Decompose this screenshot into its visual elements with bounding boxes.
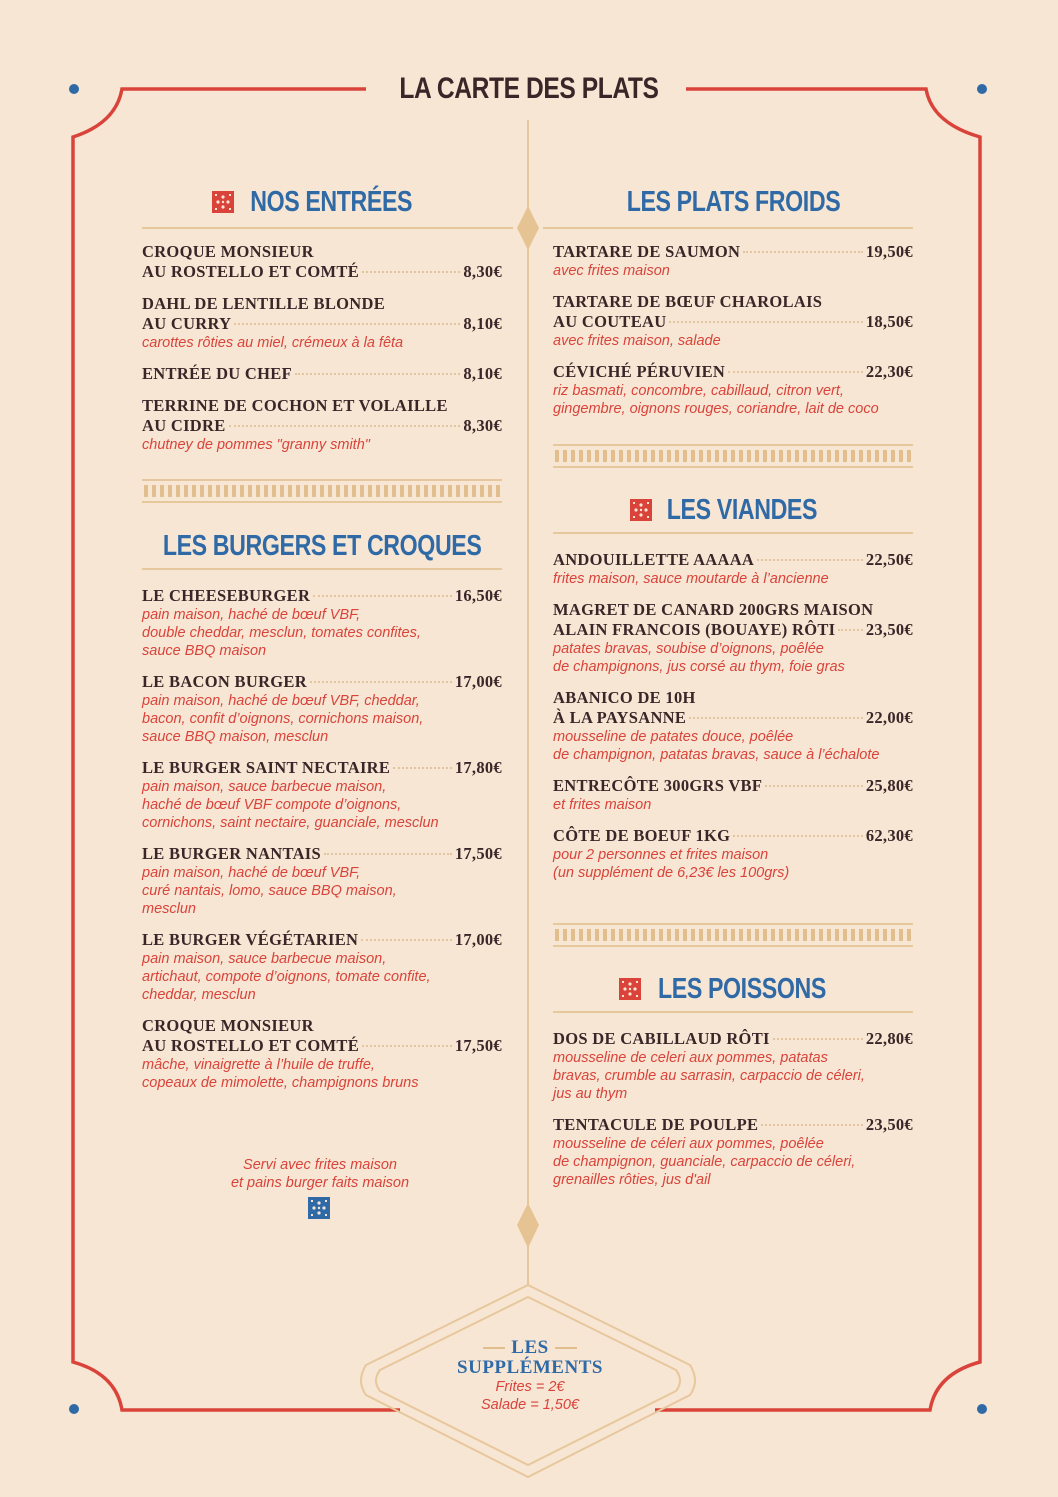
menu-item	[142, 844, 502, 918]
menu-item	[142, 758, 502, 832]
section-header	[142, 180, 502, 224]
item-name: CÉVICHÉ PÉRUVIEN	[553, 362, 726, 381]
item-description: bacon, confit d’oignons, cornichons maison,	[142, 711, 424, 727]
item-price: 17,50€	[454, 844, 502, 863]
item-description: pain maison, haché de bœuf VBF,	[142, 607, 361, 623]
item-description: mousseline de celeri aux pommes, patatas	[553, 1050, 828, 1066]
ornamental-band	[553, 923, 913, 947]
menu-item	[553, 362, 913, 418]
item-price: 22,30€	[865, 362, 913, 381]
item-price: 8,10€	[463, 364, 502, 383]
item-name-line1: MAGRET DE CANARD 200GRS MAISON	[553, 600, 874, 619]
item-price: 62,30€	[865, 826, 913, 845]
supplements-title-line1	[420, 1338, 640, 1358]
burgers-items	[142, 580, 502, 1092]
item-description: sauce BBQ maison	[142, 643, 267, 659]
menu-item	[553, 1115, 913, 1189]
item-name: LE BURGER VÉGÉTARIEN	[142, 930, 359, 949]
dot-leader	[361, 939, 452, 941]
item-name: ALAIN FRANCOIS (BOUAYE) RÔTI	[553, 620, 836, 639]
item-price: 18,50€	[865, 312, 913, 331]
section-title: LES VIANDES	[666, 493, 818, 526]
item-name: LE BURGER NANTAIS	[142, 844, 321, 863]
item-description: jus au thym	[553, 1086, 628, 1102]
dot-leader	[313, 595, 452, 597]
dot-leader	[728, 371, 863, 373]
item-price: 17,80€	[454, 758, 502, 777]
menu-item	[142, 242, 502, 282]
item-description: pain maison, sauce barbecue maison,	[142, 779, 387, 795]
dot-leader	[324, 853, 452, 855]
item-description: mâche, vinaigrette à l’huile de truffe,	[142, 1057, 375, 1073]
section-plats-froids	[553, 180, 913, 234]
dot-leader	[773, 1038, 863, 1040]
menu-item	[553, 688, 913, 764]
item-description: patates bravas, soubise d’oignons, poêlée	[553, 641, 824, 657]
item-name: AU CIDRE	[142, 416, 226, 435]
item-description: curé nantais, lomo, sauce BBQ maison,	[142, 883, 397, 899]
section-title: LES PLATS FROIDS	[626, 185, 840, 218]
supplement-line: Salade = 1,50€	[481, 1397, 579, 1413]
item-description: de champignons, jus corsé au thym, foie gras	[553, 659, 845, 675]
item-name: TARTARE DE SAUMON	[553, 242, 741, 261]
item-description: riz basmati, concombre, cabillaud, citron vert,	[553, 383, 844, 399]
menu-item	[142, 1016, 502, 1092]
item-price: 22,80€	[865, 1029, 913, 1048]
supplements-title-line2: SUPPLÉMENTS	[457, 1357, 603, 1378]
dot-leader	[733, 835, 863, 837]
page-title: LA CARTE DES PLATS	[399, 72, 659, 105]
menu-item	[142, 364, 502, 384]
item-name-line1: TARTARE DE BŒUF CHAROLAIS	[553, 292, 823, 311]
plats-froids-items	[553, 242, 913, 430]
item-price: 17,00€	[454, 672, 502, 691]
item-description: carottes rôties au miel, crémeux à la fêta	[142, 335, 404, 351]
section-header	[142, 524, 502, 570]
section-viandes	[553, 488, 913, 894]
item-description: pain maison, sauce barbecue maison,	[142, 951, 387, 967]
tile-flower-icon	[630, 499, 652, 521]
item-name: À LA PAYSANNE	[553, 708, 687, 727]
menu-item	[142, 586, 502, 660]
item-description: cornichons, saint nectaire, guanciale, mesclun	[142, 815, 439, 831]
menu-item	[553, 550, 913, 588]
section-header	[553, 488, 913, 534]
section-title: LES BURGERS ET CROQUES	[162, 529, 482, 562]
item-description: de champignon, patatas bravas, sauce à l’échalote	[553, 747, 880, 763]
item-description: pain maison, haché de bœuf VBF,	[142, 865, 361, 881]
menu-item	[142, 930, 502, 1004]
item-name-line1: CROQUE MONSIEUR	[142, 1016, 314, 1035]
dot-leader	[765, 785, 863, 787]
dot-leader	[743, 251, 863, 253]
dot-leader	[295, 373, 460, 375]
item-description: pain maison, haché de bœuf VBF, cheddar,	[142, 693, 420, 709]
item-description: mousseline de patates douce, poêlée	[553, 729, 794, 745]
supplements-title: LES	[511, 1337, 549, 1358]
section-title: NOS ENTRÉES	[250, 185, 412, 218]
item-price: 8,30€	[463, 262, 502, 281]
item-price: 22,00€	[865, 708, 913, 727]
item-price: 17,00€	[454, 930, 502, 949]
supplements-box	[420, 1338, 640, 1414]
menu-item	[142, 672, 502, 746]
item-name: AU ROSTELLO ET COMTÉ	[142, 262, 360, 281]
dot-leader	[757, 559, 863, 561]
item-name: LE BACON BURGER	[142, 672, 307, 691]
dot-leader	[310, 681, 452, 683]
item-price: 23,50€	[865, 1115, 913, 1134]
item-name: AU ROSTELLO ET COMTÉ	[142, 1036, 360, 1055]
item-name: LE BURGER SAINT NECTAIRE	[142, 758, 391, 777]
item-price: 8,30€	[463, 416, 502, 435]
tile-flower-icon	[619, 978, 641, 1000]
item-description: grenailles rôties, jus d'ail	[553, 1172, 711, 1188]
menu-item	[553, 242, 913, 280]
item-price: 25,80€	[865, 776, 913, 795]
item-price: 23,50€	[865, 620, 913, 639]
item-name: ENTRECÔTE 300GRS VBF	[553, 776, 763, 795]
item-name-line1: ABANICO DE 10H	[553, 688, 696, 707]
poissons-items	[553, 1023, 913, 1189]
item-description: sauce BBQ maison, mesclun	[142, 729, 329, 745]
item-name: AU COUTEAU	[553, 312, 667, 331]
dot-leader	[393, 767, 452, 769]
item-name: ANDOUILLETTE AAAAA	[553, 550, 755, 569]
menu-item	[553, 776, 913, 814]
item-name: CÔTE DE BOEUF 1KG	[553, 826, 731, 845]
menu-item	[142, 294, 502, 352]
dot-leader	[234, 323, 460, 325]
menu-item	[553, 1029, 913, 1103]
item-name: TENTACULE DE POULPE	[553, 1115, 759, 1134]
item-price: 16,50€	[454, 586, 502, 605]
ornamental-band	[553, 444, 913, 468]
section-title: LES POISSONS	[658, 972, 826, 1005]
item-name: LE CHEESEBURGER	[142, 586, 311, 605]
note-line: et pains burger faits maison	[230, 1175, 410, 1191]
item-description: double cheddar, mesclun, tomates confites,	[142, 625, 421, 641]
viandes-items	[553, 544, 913, 882]
item-description: (un supplément de 6,23€ les 100grs)	[553, 865, 790, 881]
menu-item	[553, 292, 913, 350]
dot-leader	[229, 425, 461, 427]
dot-leader	[362, 1045, 452, 1047]
section-burgers	[142, 524, 502, 1104]
tile-flower-icon	[212, 191, 234, 213]
item-price: 8,10€	[463, 314, 502, 333]
item-name-line1: CROQUE MONSIEUR	[142, 242, 314, 261]
item-name: DOS DE CABILLAUD RÔTI	[553, 1029, 770, 1048]
item-description: haché de bœuf VBF compote d’oignons,	[142, 797, 402, 813]
item-description: copeaux de mimolette, champignons bruns	[142, 1075, 419, 1091]
burgers-note	[142, 1156, 498, 1192]
item-name-line1: TERRINE DE COCHON ET VOLAILLE	[142, 396, 448, 415]
item-description: avec frites maison, salade	[553, 333, 721, 349]
dot-leader	[689, 717, 863, 719]
entrees-items	[142, 242, 502, 466]
item-name: ENTRÉE DU CHEF	[142, 364, 292, 383]
item-description: gingembre, oignons rouges, coriandre, lait de coco	[553, 401, 879, 417]
dot-leader	[838, 629, 862, 631]
item-description: chutney de pommes "granny smith"	[142, 437, 370, 453]
item-description: cheddar, mesclun	[142, 987, 256, 1003]
item-description: frites maison, sauce moutarde à l’ancienne	[553, 571, 829, 587]
ornamental-band	[142, 479, 502, 503]
item-description: mesclun	[142, 901, 196, 917]
dot-leader	[362, 271, 460, 273]
item-description: mousseline de céleri aux pommes, poêlée	[553, 1136, 824, 1152]
item-description: avec frites maison	[553, 263, 670, 279]
dot-leader	[761, 1124, 863, 1126]
section-header	[553, 180, 913, 224]
item-description: artichaut, compote d’oignons, tomate confite,	[142, 969, 431, 985]
item-description: bravas, crumble au sarrasin, carpaccio de céleri,	[553, 1068, 865, 1084]
item-price: 19,50€	[865, 242, 913, 261]
item-name-line1: DAHL DE LENTILLE BLONDE	[142, 294, 386, 313]
item-price: 22,50€	[865, 550, 913, 569]
item-description: et frites maison	[553, 797, 652, 813]
section-poissons	[553, 967, 913, 1201]
item-description: pour 2 personnes et frites maison	[553, 847, 769, 863]
item-description: de champignon, guanciale, carpaccio de céleri,	[553, 1154, 856, 1170]
supplement-line: Frites = 2€	[495, 1379, 565, 1395]
menu-item	[553, 826, 913, 882]
tile-flower-icon	[308, 1197, 330, 1219]
note-line: Servi avec frites maison	[243, 1157, 397, 1173]
dot-leader	[669, 321, 862, 323]
menu-item	[142, 396, 502, 454]
item-name: AU CURRY	[142, 314, 232, 333]
item-price: 17,50€	[454, 1036, 502, 1055]
section-header	[553, 967, 913, 1013]
menu-item	[553, 600, 913, 676]
